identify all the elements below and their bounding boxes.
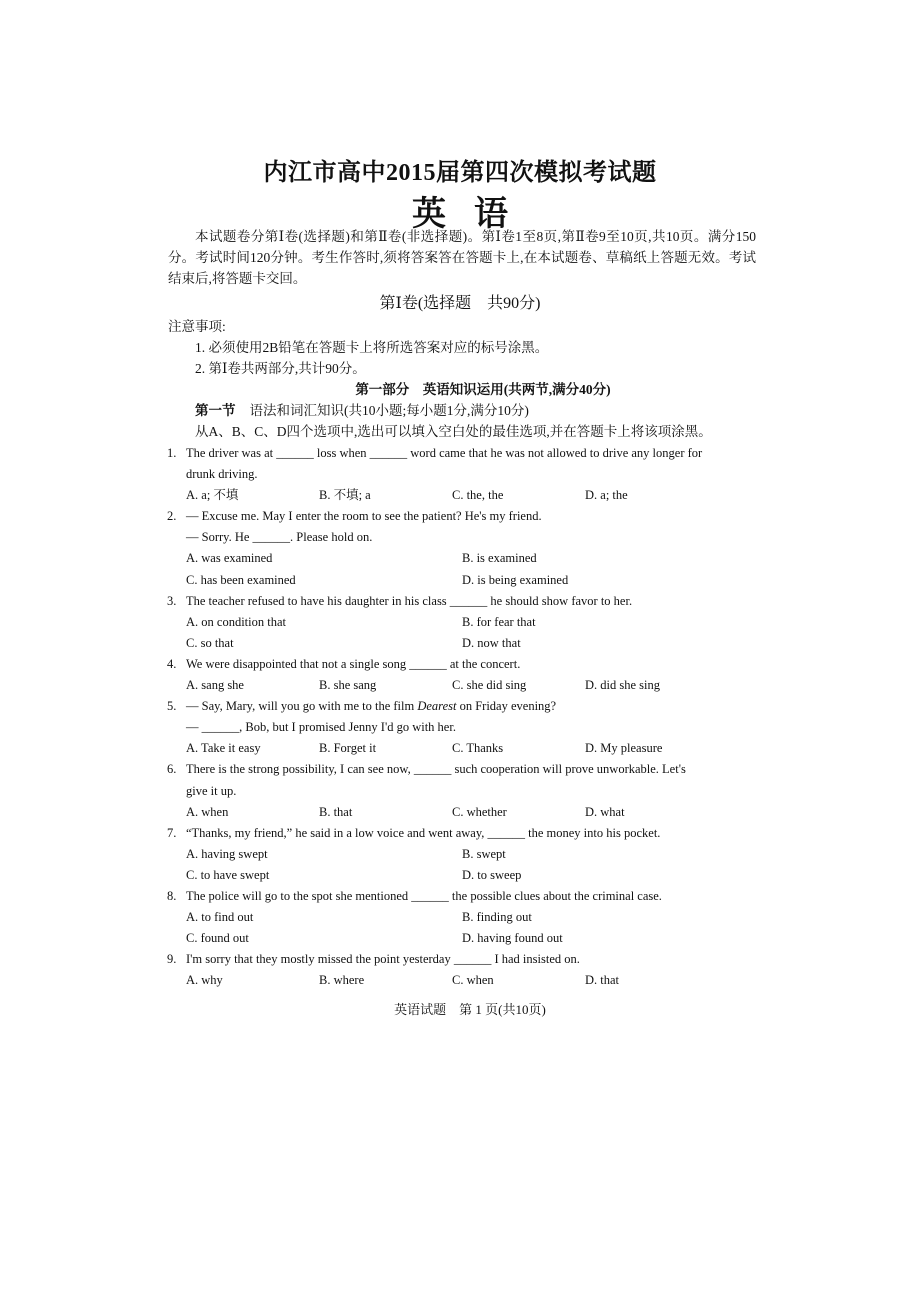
options xyxy=(167,907,759,928)
option-c: C. so that xyxy=(186,635,234,650)
question-2 xyxy=(167,506,759,527)
option-b: B. swept xyxy=(462,846,506,861)
note-item: 1. 必须使用2B铅笔在答题卡上将所选答案对应的标号涂黑。 xyxy=(195,340,549,355)
exam-title: 内江市高中2015届第四次模拟考试题 xyxy=(263,160,657,186)
option-a: A. Take it easy xyxy=(186,741,261,756)
notes-heading: 注意事项: xyxy=(168,319,226,334)
question-1 xyxy=(167,443,759,464)
option-b: B. she sang xyxy=(319,678,377,693)
option-b: B. finding out xyxy=(462,910,532,925)
question-number: 8. xyxy=(167,888,177,903)
question-number: 9. xyxy=(167,952,177,967)
question-number: 1. xyxy=(167,446,177,460)
option-a: A. a; 不填 xyxy=(186,488,239,503)
option-d: D. did she sing xyxy=(585,678,660,693)
option-d: D. having found out xyxy=(462,931,563,946)
options xyxy=(167,844,759,865)
question-5 xyxy=(167,696,759,717)
section-heading xyxy=(168,400,758,421)
film-title: Dearest xyxy=(417,699,457,714)
option-a: A. to find out xyxy=(186,910,254,925)
options xyxy=(167,675,759,696)
options xyxy=(167,485,759,506)
question-number: 6. xyxy=(167,762,177,777)
question-number: 4. xyxy=(167,656,177,671)
options xyxy=(167,633,759,654)
option-c: C. the, the xyxy=(452,488,504,503)
question-6 xyxy=(167,759,759,780)
option-c: C. to have swept xyxy=(186,867,270,882)
option-b: B. that xyxy=(319,804,353,819)
question-text: I'm sorry that they mostly missed the point yesterday ______ I had insisted on. xyxy=(186,952,580,967)
options xyxy=(167,928,759,949)
question-text xyxy=(186,696,556,717)
section-label: 第一节 xyxy=(195,403,236,418)
question-text: The teacher refused to have his daughter in his class ______ he should show favor to her. xyxy=(186,593,633,608)
question-text: We were disappointed that not a single song ______ at the concert. xyxy=(186,656,521,671)
option-c: C. has been examined xyxy=(186,572,296,587)
options xyxy=(167,802,759,823)
question-number: 3. xyxy=(167,593,177,608)
option-d: D. that xyxy=(585,973,620,988)
exam-intro: 本试题卷分第Ⅰ卷(选择题)和第Ⅱ卷(非选择题)。第Ⅰ卷1至8页,第Ⅱ卷9至10页,共10页。满分150分。考试时间120分钟。考生作答时,须将答案答在答题卡上,在本试题卷、草稿纸上答题无效。考试结束后,将答题卡交回。 xyxy=(168,229,756,286)
options xyxy=(167,548,759,569)
option-a: A. sang she xyxy=(186,678,244,693)
question-3 xyxy=(167,591,759,612)
options xyxy=(167,612,759,633)
questions xyxy=(167,443,759,991)
question-text: drunk driving. xyxy=(186,467,258,482)
option-c: C. when xyxy=(452,973,494,988)
section-instruction: 从A、B、C、D四个选项中,选出可以填入空白处的最佳选项,并在答题卡上将该项涂黑。 xyxy=(195,424,712,439)
notes xyxy=(168,316,758,442)
option-c: C. she did sing xyxy=(452,678,527,693)
question-text-part: — Say, Mary, will you go with me to the film xyxy=(186,699,418,714)
option-a: A. was examined xyxy=(186,551,273,566)
question-number: 7. xyxy=(167,825,177,840)
exam-subject: 英语 xyxy=(412,196,536,233)
question-text: give it up. xyxy=(186,783,237,798)
question-text: The police will go to the spot she mentioned ______ the possible clues about the criminal case. xyxy=(186,888,662,903)
option-b: B. where xyxy=(319,973,365,988)
part-heading: 第一部分 英语知识运用(共两节,满分40分) xyxy=(355,382,611,397)
question-text-part: on Friday evening? xyxy=(456,699,557,714)
page-footer: 英语试题 第 1 页(共10页) xyxy=(394,1002,546,1017)
option-b: B. is examined xyxy=(462,551,537,566)
question-number: 5. xyxy=(167,699,177,714)
option-a: A. when xyxy=(186,804,229,819)
options xyxy=(167,970,759,991)
section-title: 语法和词汇知识(共10小题;每小题1分,满分10分) xyxy=(249,403,529,418)
question-text: — Excuse me. May I enter the room to see the patient? He's my friend. xyxy=(186,509,542,524)
question-text: “Thanks, my friend,” he said in a low voice and went away, ______ the money into his pocket. xyxy=(186,825,661,840)
options xyxy=(167,738,759,759)
option-d: D. to sweep xyxy=(462,867,522,882)
option-c: C. Thanks xyxy=(452,741,504,756)
question-text: The driver was at ______ loss when ______ word came that he was not allowed to drive any longer for xyxy=(186,446,703,460)
option-a: A. on condition that xyxy=(186,614,286,629)
option-c: C. whether xyxy=(452,804,507,819)
option-b: B. 不填; a xyxy=(319,488,371,503)
question-7 xyxy=(167,823,759,844)
option-d: D. now that xyxy=(462,635,521,650)
question-9 xyxy=(167,949,759,970)
option-c: C. found out xyxy=(186,931,249,946)
option-b: B. Forget it xyxy=(319,741,377,756)
question-4 xyxy=(167,654,759,675)
question-number: 2. xyxy=(167,509,177,524)
option-d: D. is being examined xyxy=(462,572,569,587)
options xyxy=(167,865,759,886)
option-d: D. a; the xyxy=(585,488,628,503)
option-a: A. having swept xyxy=(186,846,268,861)
option-d: D. My pleasure xyxy=(585,741,663,756)
note-item: 2. 第Ⅰ卷共两部分,共计90分。 xyxy=(195,361,366,376)
options xyxy=(167,570,759,591)
question-text: There is the strong possibility, I can see now, ______ such cooperation will prove unworkable. Let's xyxy=(186,762,686,777)
option-b: B. for fear that xyxy=(462,614,536,629)
option-a: A. why xyxy=(186,973,223,988)
question-8 xyxy=(167,886,759,907)
volume-heading: 第Ⅰ卷(选择题 共90分) xyxy=(379,295,541,312)
question-text: — Sorry. He ______. Please hold on. xyxy=(186,530,373,545)
question-text: — ______, Bob, but I promised Jenny I'd go with her. xyxy=(186,720,456,735)
option-d: D. what xyxy=(585,804,625,819)
